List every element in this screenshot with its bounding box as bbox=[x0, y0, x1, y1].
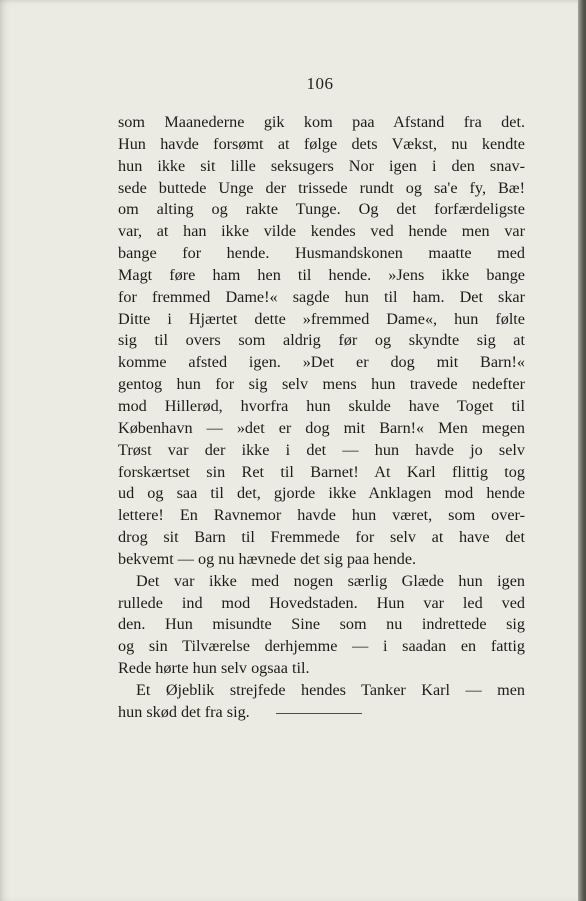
text-line: Ditte i Hjærtet dette »fremmed Dame«, hun følte bbox=[118, 309, 525, 328]
text-line: Trøst var der ikke i det — hun havde jo selv bbox=[118, 440, 525, 459]
page-number: 106 bbox=[306, 74, 334, 93]
text-line: og sin Tilværelse derhjemme — i saadan en fattig bbox=[118, 637, 525, 656]
text-line: for fremmed Dame!« sagde hun til ham. Det skar bbox=[118, 287, 525, 306]
text-line: hun ikke sit lille seksugers Nor igen i den snav- bbox=[118, 156, 525, 175]
text-line: den. Hun misundte Sine som nu indrettede sig bbox=[118, 615, 525, 634]
text-line: Rede hørte hun selv ogsaa til. bbox=[118, 659, 310, 678]
text-line: var, at han ikke vilde kendes ved hende men var bbox=[118, 222, 525, 241]
section-divider bbox=[276, 713, 362, 714]
text-line: Magt føre ham hen til hende. »Jens ikke bange bbox=[118, 265, 525, 284]
body-text bbox=[118, 112, 525, 724]
text-line: bange for hende. Husmandskonen maatte med bbox=[118, 244, 525, 263]
text-line: København — »det er dog mit Barn!« Men megen bbox=[118, 418, 525, 437]
text-line: bekvemt — og nu hævnede det sig paa hende. bbox=[118, 549, 417, 568]
text-line: forskærtset sin Ret til Barnet! At Karl flittig tog bbox=[118, 462, 525, 481]
text-line: hun skød det fra sig. bbox=[118, 702, 250, 721]
text-line: gentog hun for sig selv mens hun travede nedefter bbox=[118, 375, 525, 394]
text-line: sig til overs som aldrig før og skyndte sig at bbox=[118, 331, 525, 350]
text-line: lettere! En Ravnemor havde hun været, som over- bbox=[118, 506, 525, 525]
text-line: drog sit Barn til Fremmede for selv at have det bbox=[118, 528, 525, 547]
text-line: sede buttede Unge der trissede rundt og sa'e fy, Bæ! bbox=[118, 178, 525, 197]
text-line: som Maanederne gik kom paa Afstand fra det. bbox=[118, 113, 525, 131]
text-line: Hun havde forsømt at følge dets Vækst, nu kendte bbox=[118, 134, 525, 153]
text-line: rullede ind mod Hovedstaden. Hun var led ved bbox=[118, 593, 525, 612]
text-line: om alting og rakte Tunge. Og det forfærdeligste bbox=[118, 200, 525, 219]
page-edge bbox=[578, 0, 586, 901]
text-line: komme afsted igen. »Det er dog mit Barn!« bbox=[118, 353, 525, 372]
text-line: ud og saa til det, gjorde ikke Anklagen mod hende bbox=[118, 484, 525, 503]
text-line: Det var ikke med nogen særlig Glæde hun igen bbox=[136, 571, 525, 590]
text-line: mod Hillerød, hvorfra hun skulde have Toget til bbox=[118, 396, 525, 415]
text-line: Et Øjeblik strejfede hendes Tanker Karl — men bbox=[136, 680, 525, 699]
